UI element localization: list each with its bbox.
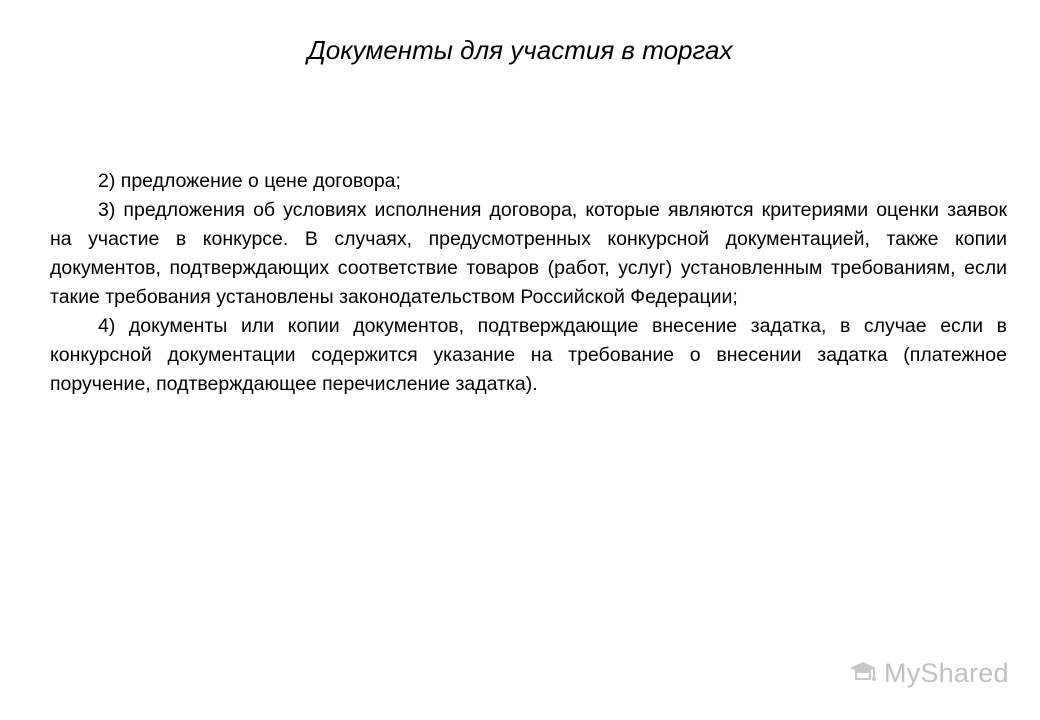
paragraph-item-2: 2) предложение о цене договора; bbox=[98, 170, 401, 192]
watermark-text: MyShared bbox=[884, 657, 1009, 688]
mortarboard-icon bbox=[848, 658, 878, 688]
paragraph-item-4: 4) документы или копии документов, подтверждающие внесение задатка, в случае если в конкурсной документации содержится указание на требование о внесении задатка (платежное поручение, подтверждающее перечисление задатка). bbox=[50, 315, 1007, 395]
slide-body bbox=[50, 167, 1007, 399]
slide-title: Документы для участия в торгах bbox=[307, 35, 733, 65]
paragraph-item-3: 3) предложения об условиях исполнения договора, которые являются критериями оценки заявок на участие в конкурсе. В случаях, предусмотренных конкурсной документацией, также копии документов, подтверждающих соответствие товаров (работ, услуг) установленным требованиям, если такие требования установлены законодательством Российской Федерации; bbox=[50, 199, 1007, 308]
watermark-logo bbox=[848, 653, 1009, 693]
